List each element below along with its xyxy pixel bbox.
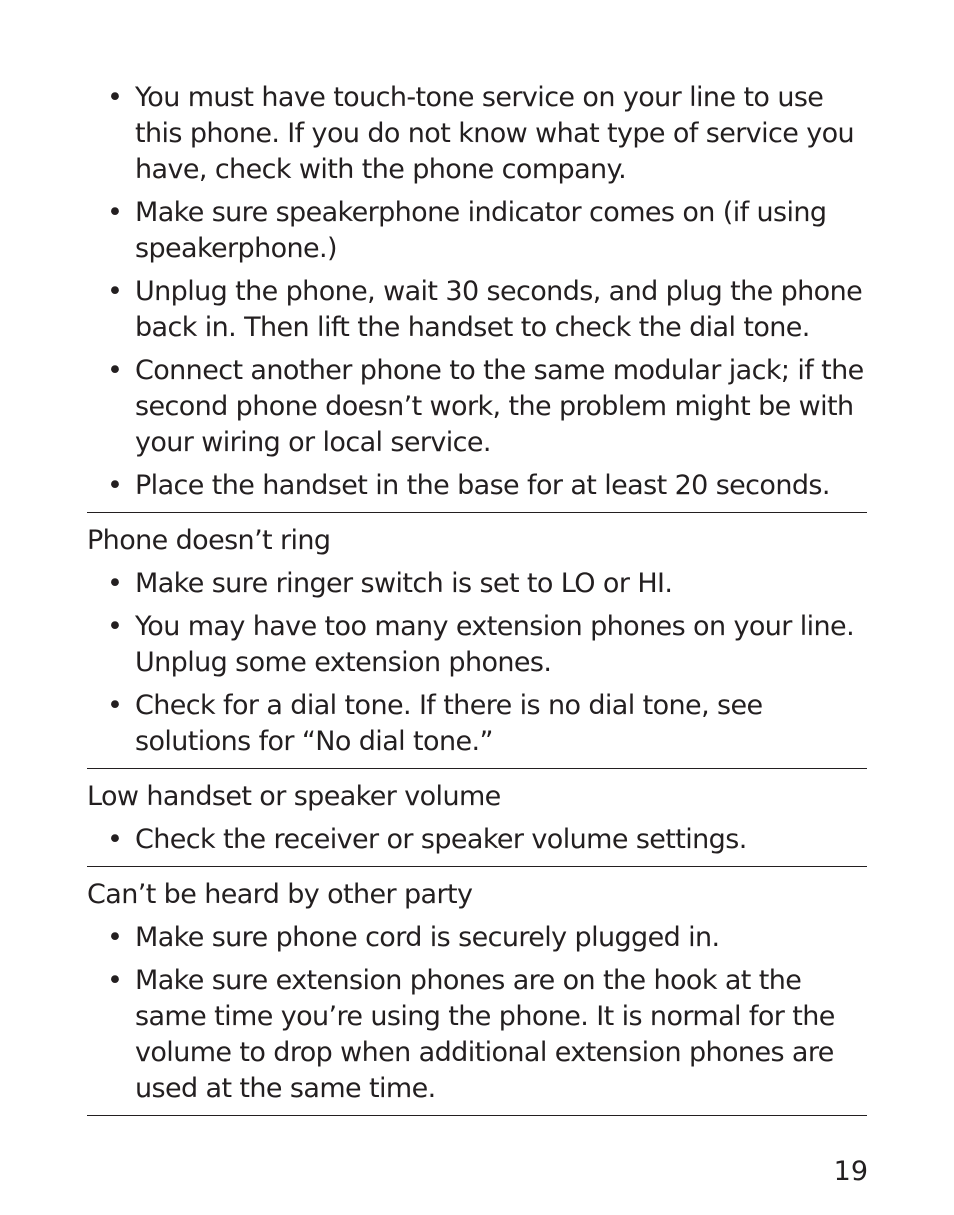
- list-item-text: You must have touch-tone service on your line to use this phone. If you do not know what type of service you have, check with the phone company.: [135, 82, 855, 185]
- bullet-icon: •: [107, 690, 123, 721]
- bullet-icon: •: [107, 276, 123, 307]
- list-item: [87, 468, 867, 504]
- list-item-text: Make sure extension phones are on the hook at the same time you’re using the phone. It is normal for the volume to drop when additional extension phones are used at the same time.: [135, 965, 835, 1104]
- section-divider: [87, 512, 867, 513]
- list-item-text: Make sure speakerphone indicator comes on (if using speakerphone.): [135, 197, 827, 264]
- bullet-icon: •: [107, 197, 123, 228]
- list-item-text: Place the handset in the base for at least 20 seconds.: [135, 470, 830, 501]
- bullet-icon: •: [107, 82, 123, 113]
- list-item: [87, 963, 867, 1107]
- list-item: [87, 688, 867, 760]
- list-item: [87, 822, 867, 858]
- intro-bullet-list: [87, 80, 867, 504]
- list-item-text: Check for a dial tone. If there is no dial tone, see solutions for “No dial tone.”: [135, 690, 763, 757]
- list-item-text: You may have too many extension phones on your line. Unplug some extension phones.: [135, 611, 855, 678]
- bullet-icon: •: [107, 922, 123, 953]
- section-title-low-volume: Low handset or speaker volume: [87, 781, 501, 812]
- page-number: 19: [833, 1156, 868, 1187]
- phone-doesnt-ring-list: [87, 566, 867, 760]
- bullet-icon: •: [107, 355, 123, 386]
- list-item: [87, 353, 867, 461]
- list-item-text: Connect another phone to the same modular jack; if the second phone doesn’t work, the problem might be with your wiring or local service.: [135, 355, 864, 458]
- low-volume-list: [87, 822, 867, 858]
- bullet-icon: •: [107, 470, 123, 501]
- section-title-cant-be-heard: Can’t be heard by other party: [87, 879, 473, 910]
- list-item: [87, 80, 867, 188]
- list-item-text: Make sure phone cord is securely plugged in.: [135, 922, 720, 953]
- section-divider: [87, 1115, 867, 1116]
- section-title-phone-doesnt-ring: Phone doesn’t ring: [87, 525, 331, 556]
- list-item: [87, 609, 867, 681]
- section-divider: [87, 866, 867, 867]
- section-divider: [87, 768, 867, 769]
- list-item: [87, 274, 867, 346]
- cant-be-heard-list: [87, 920, 867, 1107]
- list-item-text: Unplug the phone, wait 30 seconds, and plug the phone back in. Then lift the handset to check the dial tone.: [135, 276, 863, 343]
- bullet-icon: •: [107, 611, 123, 642]
- list-item: [87, 920, 867, 956]
- bullet-icon: •: [107, 965, 123, 996]
- list-item: [87, 566, 867, 602]
- list-item-text: Check the receiver or speaker volume settings.: [135, 824, 747, 855]
- manual-page: [87, 80, 867, 1126]
- list-item-text: Make sure ringer switch is set to LO or HI.: [135, 568, 673, 599]
- bullet-icon: •: [107, 824, 123, 855]
- list-item: [87, 195, 867, 267]
- bullet-icon: •: [107, 568, 123, 599]
